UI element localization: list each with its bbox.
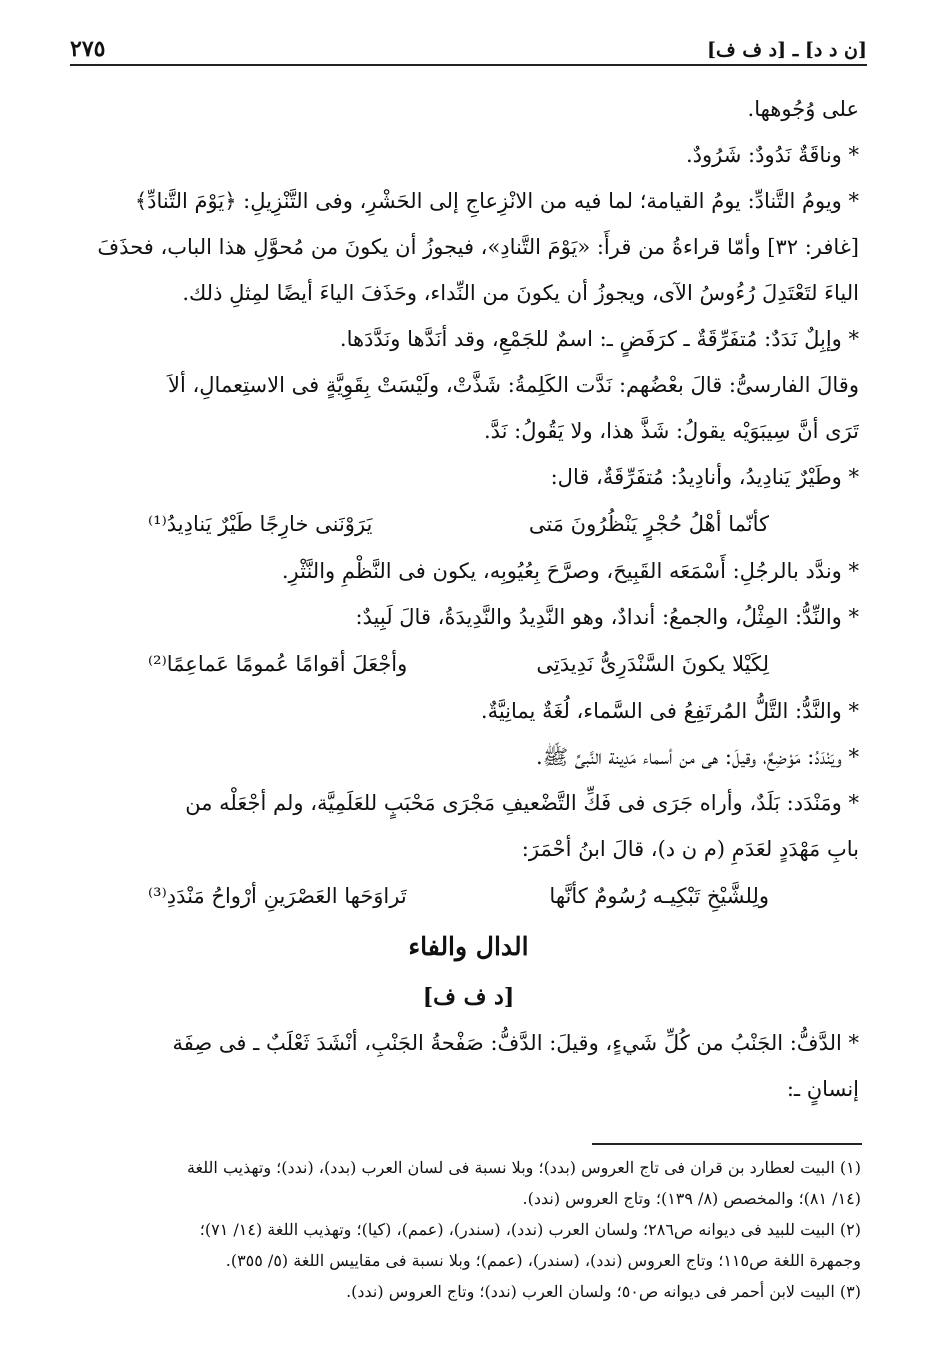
page-number: ٢٧٥	[70, 36, 106, 62]
text-line: * ويَنْدَدُ: مَوْضِعٌ، وقيلَ: هى من أسماء مَدِينة النَّبىِّ ﷺ.	[536, 745, 859, 769]
verse-first-hemistich: لِكَيْلا يكونَ السَّنْدَرِىُّ نَدِيدَتِى	[536, 652, 769, 676]
section-title: الدال والفاء	[408, 932, 529, 961]
verse-second-hemistich: تَراوَحَها العَصْرَينِ أرْواحُ مَنْدَدِ⁽³⁾	[148, 884, 407, 908]
text-line: على وُجُوهها.	[747, 97, 859, 121]
verse-second-hemistich: وأجْعَلَ أقوامًا عُمومًا عَماعِمًا⁽²⁾	[148, 652, 408, 676]
text-line: * الدَّفُّ: الجَنْبُ من كُلِّ شَيءٍ، وقيلَ: الدَّفُّ: صَفْحةُ الجَنْبِ، أنْشَدَ ثَعْلَبٌ ـ فى صِفَة	[172, 1031, 859, 1055]
verse	[78, 640, 859, 688]
text-line: تَرَى أنَّ سِيبَوَيْه يقولُ: شَذَّ هذا، ولا يَقُولُ: نَدَّ.	[483, 419, 859, 443]
footnote-line: (٢) البيت للبيد فى ديوانه ص٢٨٦؛ ولسان العرب (ندد)، (سندر)، (عمم)، (كيا)؛ وتهذيب اللغة (١٤/ ٧١)؛	[199, 1220, 861, 1239]
text-line: * ويومُ التَّنادِّ: يومُ القيامة؛ لما فيه من الانْزِعاجِ إلى الحَشْرِ، وفى التَّنْزِيلِ: ﴿يَوْمَ التَّنادِّ﴾	[134, 189, 859, 213]
verse	[78, 872, 859, 920]
footnotes	[66, 1152, 861, 1307]
footnote-line: (١٤/ ٨١)؛ والمخصص (٨/ ١٣٩)؛ وتاج العروس (ندد).	[522, 1189, 861, 1208]
header-title: [ن د د] ـ [د ف ف]	[707, 39, 867, 61]
page-header	[70, 34, 867, 66]
root-title: [د ف ف]	[422, 984, 515, 1010]
text-line: [غافر: ٣٢] وأمّا قراءةُ من قرأَ: «يَوْمَ التَّنادِ»، فيجوزُ أن يكونَ من مُحوَّلِ هذا الباب، فحذَفَ	[97, 235, 859, 259]
text-line: * وناقَةٌ نَدُودٌ: شَرُودٌ.	[686, 143, 859, 167]
footnote-line: وجمهرة اللغة ص١١٥؛ وتاج العروس (ندد)، (سندر)، (عمم)؛ وبلا نسبة فى مقاييس اللغة (٥/ ٣٥٥).	[225, 1251, 861, 1270]
verse-second-hemistich: يَرَوْنَنى خارِجًا طَيْرٌ يَنادِيدُ⁽¹⁾	[148, 512, 373, 536]
text-line: * ومَنْدَد: بَلَدٌ، وأراه جَرَى فى فَكِّ التَّضْعيفِ مَجْرَى مَحْبَبٍ للعَلَمِيَّة، ولم أجْعَلْه من	[185, 791, 859, 815]
main-text	[78, 86, 859, 1112]
text-line: * وإبِلٌ نَدَدٌ: مُتفَرِّقَةٌ ـ كرَفَضٍ ـ: اسمٌ للجَمْعِ، وقد أنَدَّها ونَدَّدَها.	[339, 327, 859, 351]
text-line: * وطَيْرٌ يَنادِيدُ، وأنادِيدُ: مُتفَرِّقَةٌ، قال:	[550, 465, 859, 489]
footnote-divider	[592, 1143, 862, 1145]
verse-first-hemistich: كأنّما أهْلُ حُجْرٍ يَنْظُرُونَ مَتى	[528, 512, 769, 536]
footnote-line: (١) البيت لعطارد بن قران فى تاج العروس (بدد)؛ وبلا نسبة فى لسان العرب (بدد)، (ندد)؛ وتهذيب اللغة	[186, 1158, 861, 1177]
text-line: إنسانٍ ـ:	[786, 1077, 859, 1101]
text-line: الياءَ لتَعْتَدِلَ رُءُوسُ الآى، ويجوزُ أن يكونَ من النِّداء، وحَذَفَ الياءَ أيضًا لمِثلِ ذلك.	[182, 281, 859, 305]
text-line: بابِ مَهْدَدٍ لعَدَمِ (م ن د)، قالَ ابنُ أحْمَرَ:	[521, 837, 859, 861]
verse-first-hemistich: ولِلشَّيْخِ تَبْكِيـه رُسُومٌ كأنَّها	[549, 884, 769, 908]
text-line: وقالَ الفارسىُّ: قالَ بعْضُهم: نَدَّت الكَلِمةُ: شَذَّتْ، ولَيْسَتْ بِقَوِيَّةٍ فى الاستِعمالِ، ألاَ	[168, 373, 859, 397]
text-line: * والنَّدُّ: التَّلُّ المُرتَفِعُ فى السَّماء، لُغَةٌ يمانِيَّةٌ.	[480, 699, 859, 723]
text-line: * والنِّدُّ: المِثْلُ، والجمعُ: أندادٌ، وهو النَّدِيدُ والنَّدِيدَةُ، قالَ لَبِيدٌ:	[355, 605, 859, 629]
text-line: * وندَّد بالرجُلِ: أَسْمَعَه القَبِيحَ، وصرَّحَ بِعُيُوبِه، يكون فى النَّظْمِ والنَّثْرِ.	[281, 559, 859, 583]
footnote-line: (٣) البيت لابن أحمر فى ديوانه ص٥٠؛ ولسان العرب (ندد)؛ وتاج العروس (ندد).	[346, 1282, 861, 1301]
verse	[78, 500, 859, 548]
